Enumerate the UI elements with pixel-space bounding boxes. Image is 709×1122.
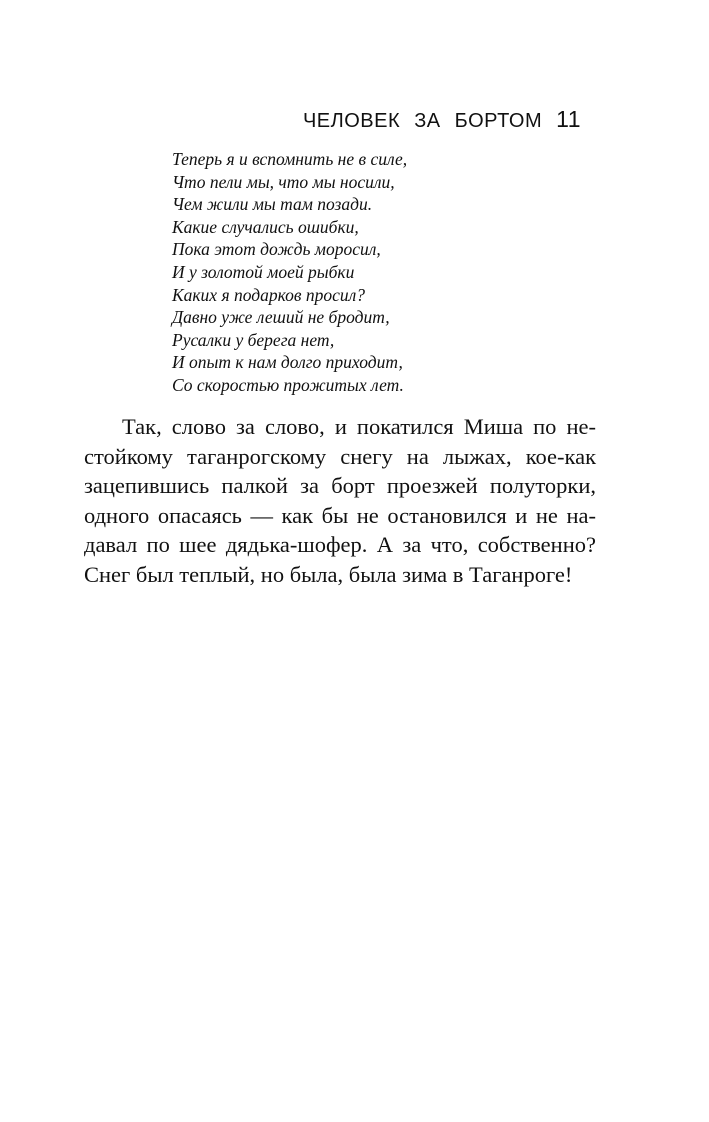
prose-line: одного опасаясь — как бы не остановился и не на- bbox=[84, 502, 596, 528]
poem-line: Пока этот дождь моросил, bbox=[172, 239, 381, 260]
prose-line: стойкому таганрогскому снегу на лыжах, кое-как bbox=[84, 443, 596, 469]
running-title: ЧЕЛОВЕК ЗА БОРТОМ bbox=[302, 110, 543, 132]
poem-line: Теперь я и вспомнить не в силе, bbox=[172, 149, 408, 169]
prose-paragraph bbox=[84, 412, 596, 589]
poem-line: Давно уже леший не бродит, bbox=[172, 307, 390, 328]
poem-block bbox=[172, 148, 407, 397]
prose-line: Так, слово за слово, и покатился Миша по не- bbox=[122, 414, 596, 439]
poem-line: Со скоростью прожитых лет. bbox=[172, 374, 404, 395]
running-header bbox=[303, 106, 581, 133]
poem-line: Что пели мы, что мы носили, bbox=[172, 171, 395, 192]
prose-line: Снег был теплый, но была, была зима в Таганроге! bbox=[84, 561, 573, 587]
prose-line: давал по шее дядька-шофер. А за что, собственно? bbox=[84, 532, 596, 557]
poem-line: Чем жили мы там позади. bbox=[172, 194, 373, 215]
poem-line: И у золотой моей рыбки bbox=[172, 261, 355, 282]
poem-line: Какие случались ошибки, bbox=[172, 216, 359, 237]
prose-line: зацепившись палкой за борт проезжей полуторки, bbox=[84, 473, 596, 498]
poem-line: Каких я подарков просил? bbox=[172, 284, 365, 305]
page-number: 11 bbox=[556, 106, 581, 132]
poem-line: Русалки у берега нет, bbox=[172, 329, 335, 350]
poem-line: И опыт к нам долго приходит, bbox=[172, 352, 403, 373]
